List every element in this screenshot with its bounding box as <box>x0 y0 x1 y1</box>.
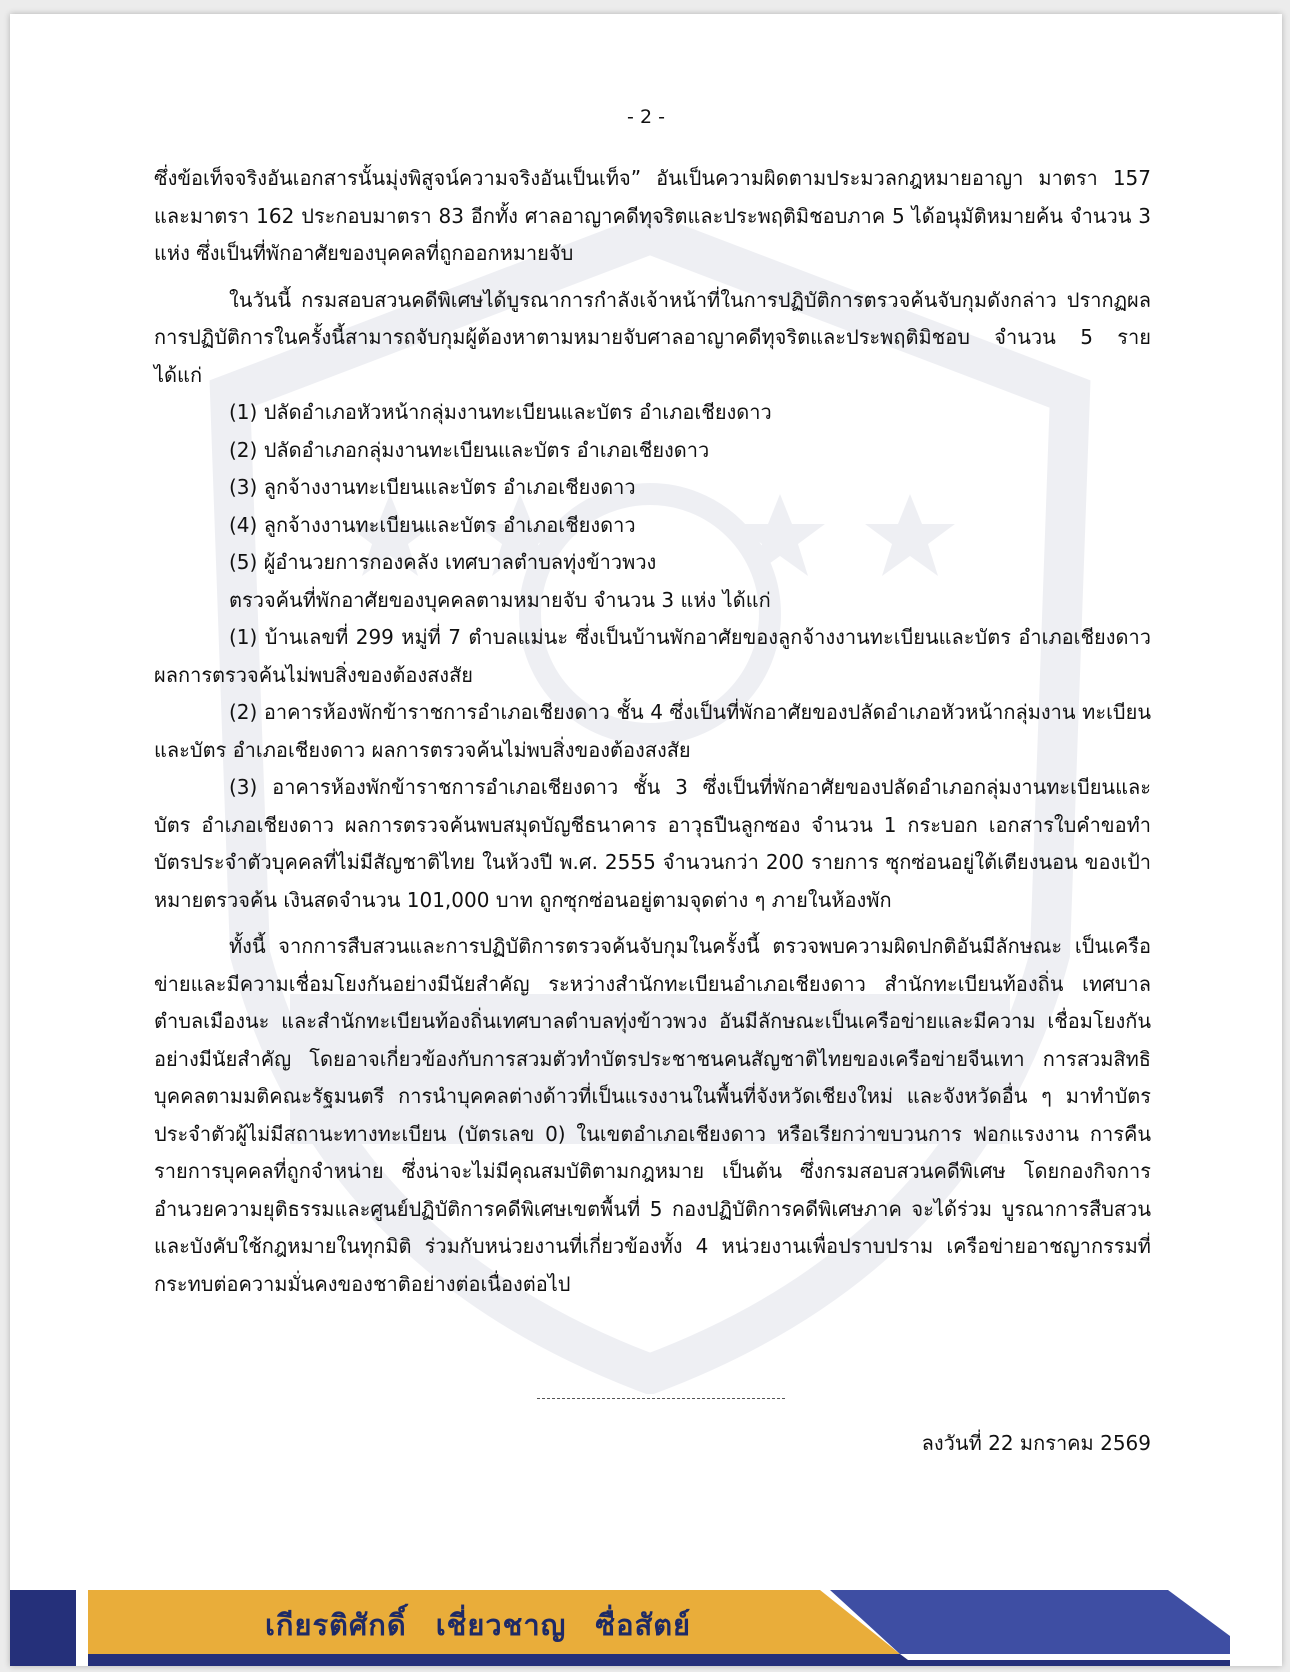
footer-motto: เกียรติศักดิ์ เชี่ยวชาญ ซื่อสัตย์ <box>265 1608 692 1642</box>
paragraph-arrest-summary: ในวันนี้ กรมสอบสวนคดีพิเศษได้บูรณาการกำลังเจ้าหน้าที่ในการปฏิบัติการตรวจค้นจับกุมดังกล่าว ปรากฏผลการปฏิบัติการในครั้งนี้สามารถจับกุมผู้ต้องหาตามหมายจับศาลอาญาคดีทุจริตและประพฤติมิชอบ จำนวน 5 ราย ได้แก่ <box>154 287 1151 387</box>
list-item-location-3: (3) อาคารห้องพักข้าราชการอำเภอเชียงดาว ชั้น 3 ซึ่งเป็นที่พักอาศัยของปลัดอำเภอกลุ่มงานทะเบียนและบัตร อำเภอเชียงดาว ผลการตรวจค้นพบสมุดบัญชีธนาคาร อาวุธปืนลูกซอง จำนวน 1 กระบอก เอกสารใบคำขอทำบัตรประจำตัวบุคคลที่ไม่มีสัญชาติไทย ในห้วงปี พ.ศ. 2555 จำนวนกว่า 200 รายการ ซุกซ่อนอยู่ใต้เตียงนอน ของเป้าหมายตรวจค้น เงินสดจำนวน 101,000 บาท ถูกซุกซ่อนอยู่ตามจุดต่าง ๆ ภายในห้องพัก <box>154 775 1151 912</box>
list-item-suspect-2: (2) ปลัดอำเภอกลุ่มงานทะเบียนและบัตร อำเภอเชียงดาว <box>229 437 710 462</box>
end-divider <box>537 1398 785 1399</box>
list-item-suspect-4: (4) ลูกจ้างงานทะเบียนและบัตร อำเภอเชียงดาว <box>229 512 636 537</box>
search-locations-heading: ตรวจค้นที่พักอาศัยของบุคคลตามหมายจับ จำนวน 3 แห่ง ได้แก่ <box>229 587 771 612</box>
list-item-suspect-1: (1) ปลัดอำเภอหัวหน้ากลุ่มงานทะเบียนและบัตร อำเภอเชียงดาว <box>229 400 772 424</box>
list-item-location-2: (2) อาคารห้องพักข้าราชการอำเภอเชียงดาว ชั้น 4 ซึ่งเป็นที่พักอาศัยของปลัดอำเภอหัวหน้ากลุ่มงาน ทะเบียนและบัตร อำเภอเชียงดาว ผลการตรวจค้นไม่พบสิ่งของต้องสงสัย <box>154 700 1151 762</box>
paragraph-conclusion: ทั้งนี้ จากการสืบสวนและการปฏิบัติการตรวจค้นจับกุมในครั้งนี้ ตรวจพบความผิดปกติอันมีลักษณะ เป็นเครือข่ายและมีความเชื่อมโยงกันอย่างมีนัยสำคัญ ระหว่างสำนักทะเบียนอำเภอเชียงดาว สำนักทะเบียนท้องถิ่น เทศบาลตำบลเมืองนะ และสำนักทะเบียนท้องถิ่นเทศบาลตำบลทุ่งข้าวพวง อันมีลักษณะเป็นเครือข่ายและมีความ เชื่อมโยงกันอย่างมีนัยสำคัญ โดยอาจเกี่ยวข้องกับการสวมตัวทำบัตรประชาชนคนสัญชาติไทยของเครือข่ายจีนเทา การสวมสิทธิบุคคลตามมติคณะรัฐมนตรี การนำบุคคลต่างด้าวที่เป็นแรงงานในพื้นที่จังหวัดเชียงใหม่ และจังหวัดอื่น ๆ มาทำบัตรประจำตัวผู้ไม่มีสถานะทางทะเบียน (บัตรเลข 0) ในเขตอำเภอเชียงดาว หรือเรียกว่าขบวนการ ฟอกแรงงาน การคืนรายการบุคคลที่ถูกจำหน่าย ซึ่งน่าจะไม่มีคุณสมบัติตามกฎหมาย เป็นต้น ซึ่งกรมสอบสวนคดีพิเศษ โดยกองกิจการอำนวยความยุติธรรมและศูนย์ปฏิบัติการคดีพิเศษเขตพื้นที่ 5 กองปฏิบัติการคดีพิเศษภาค จะได้ร่วม บูรณาการสืบสวนและบังคับใช้กฎหมายในทุกมิติ ร่วมกับหน่วยงานที่เกี่ยวข้องทั้ง 4 หน่วยงานเพื่อปราบปราม เครือข่ายอาชญากรรมที่กระทบต่อความมั่นคงของชาติอย่างต่อเนื่องต่อไป <box>154 934 1151 1296</box>
page-number: - 2 - <box>627 106 665 128</box>
list-item-location-1: (1) บ้านเลขที่ 299 หมู่ที่ 7 ตำบลแม่นะ ซึ่งเป็นบ้านพักอาศัยของลูกจ้างงานทะเบียนและบัตร อำเภอเชียงดาว ผลการตรวจค้นไม่พบสิ่งของต้องสงสัย <box>154 625 1151 687</box>
document-body <box>154 160 1151 1303</box>
list-item-suspect-3: (3) ลูกจ้างงานทะเบียนและบัตร อำเภอเชียงดาว <box>229 475 636 499</box>
list-item-suspect-5: (5) ผู้อำนวยการกองคลัง เทศบาลตำบลทุ่งข้าวพวง <box>229 550 657 574</box>
document-page <box>10 14 1282 1666</box>
paragraph-continuation: ซึ่งข้อเท็จจริงอันเอกสารนั้นมุ่งพิสูจน์ความจริงอันเป็นเท็จ” อันเป็นความผิดตามประมวลกฎหมายอาญา มาตรา 157 และมาตรา 162 ประกอบมาตรา 83 อีกทั้ง ศาลอาญาคดีทุจริตและประพฤติมิชอบภาค 5 ได้อนุมัติหมายค้น จำนวน 3 แห่ง ซึ่งเป็นที่พักอาศัยของบุคคลที่ถูกออกหมายจับ <box>154 166 1151 265</box>
date-line: ลงวันที่ 22 มกราคม 2569 <box>921 1431 1151 1455</box>
